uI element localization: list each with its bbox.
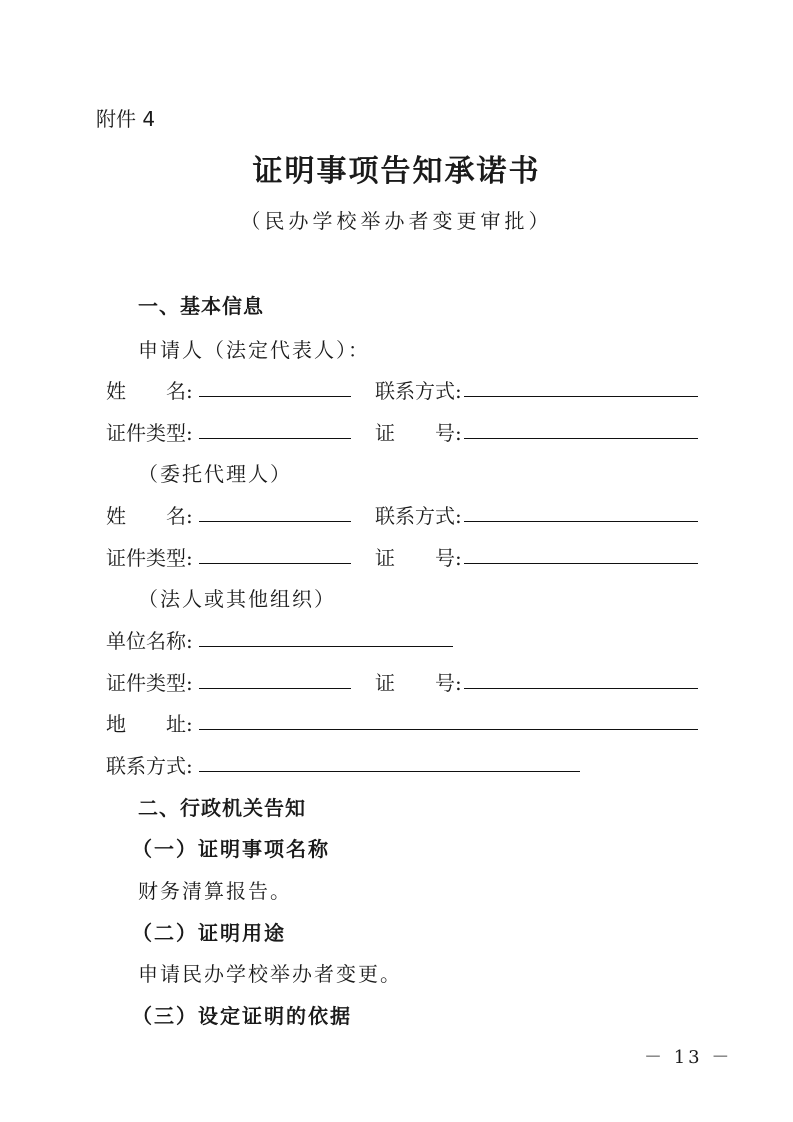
applicant-label: 申请人（法定代表人）： [138,338,370,362]
org-id-number-label: 证 号: [375,671,462,695]
proof-purpose-text: 申请民办学校举办者变更。 [138,962,402,986]
org-address-label: 地 址: [106,712,193,736]
org-contact-field[interactable] [199,771,580,772]
proof-item-name-heading: （一）证明事项名称 [132,837,330,861]
org-name-label: 单位名称: [106,629,193,653]
org-id-type-field[interactable] [199,688,351,689]
attachment-label: 附件 4 [96,107,156,131]
agent-name-label: 姓 名: [106,504,193,528]
agent-id-type-label: 证件类型: [106,546,193,570]
section-basic-info-heading: 一、基本信息 [138,294,264,318]
applicant-id-type-field[interactable] [199,438,351,439]
proof-purpose-heading: （二）证明用途 [132,921,286,945]
org-name-field[interactable] [199,646,453,647]
document-subtitle: （民办学校举办者变更审批） [240,209,553,233]
org-id-type-label: 证件类型: [106,671,193,695]
org-address-field[interactable] [199,729,698,730]
applicant-name-label: 姓 名: [106,379,193,403]
agent-label: （委托代理人） [138,462,292,486]
proof-item-name-text: 财务清算报告。 [138,879,292,903]
org-contact-label: 联系方式: [106,754,193,778]
applicant-contact-field[interactable] [464,396,698,397]
org-label: （法人或其他组织） [138,587,336,611]
page-number: － 13 － [644,1047,733,1068]
document-title: 证明事项告知承诺书 [252,154,541,189]
applicant-contact-label: 联系方式: [375,379,462,403]
applicant-id-number-field[interactable] [464,438,698,439]
agent-id-type-field[interactable] [199,563,351,564]
applicant-name-field[interactable] [199,396,351,397]
applicant-id-type-label: 证件类型: [106,421,193,445]
agent-id-number-label: 证 号: [375,546,462,570]
agent-name-field[interactable] [199,521,351,522]
agent-contact-label: 联系方式: [375,504,462,528]
section-notice-heading: 二、行政机关告知 [138,796,306,820]
agent-contact-field[interactable] [464,521,698,522]
proof-basis-heading: （三）设定证明的依据 [132,1004,352,1028]
org-id-number-field[interactable] [464,688,698,689]
agent-id-number-field[interactable] [464,563,698,564]
applicant-id-number-label: 证 号: [375,421,462,445]
